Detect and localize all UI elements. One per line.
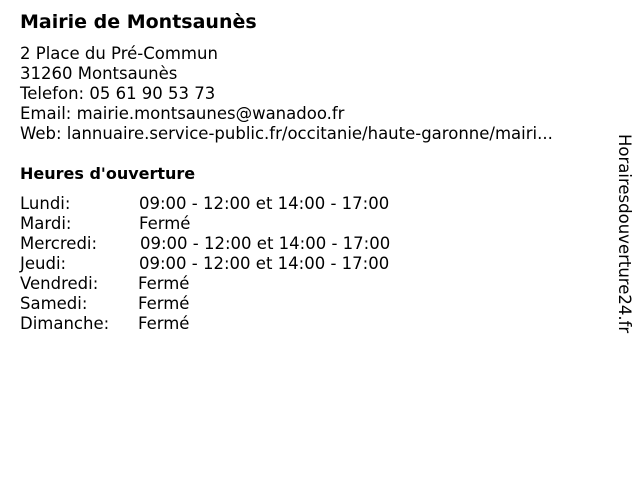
day-hours: 09:00 - 12:00 et 14:00 - 17:00 xyxy=(139,254,390,273)
brand-watermark xyxy=(611,134,637,374)
day-hours: Fermé xyxy=(138,274,190,293)
day-label: Lundi: xyxy=(20,194,71,213)
hours-heading: Heures d'ouverture xyxy=(20,164,196,183)
day-label: Vendredi: xyxy=(20,274,99,293)
day-hours: Fermé xyxy=(138,314,190,333)
day-label: Jeudi: xyxy=(20,254,67,273)
day-hours: Fermé xyxy=(139,214,191,233)
city-postcode: 31260 Montsaunès xyxy=(20,64,178,83)
phone-line: Telefon: 05 61 90 53 73 xyxy=(20,84,216,103)
street-address: 2 Place du Pré-Commun xyxy=(20,44,218,63)
day-label: Samedi: xyxy=(20,294,88,313)
day-label: Mercredi: xyxy=(20,234,98,253)
day-label: Mardi: xyxy=(20,214,72,233)
contact-info xyxy=(20,44,553,144)
day-label: Dimanche: xyxy=(20,314,110,333)
day-hours: Fermé xyxy=(138,294,190,313)
email-line: Email: mairie.montsaunes@wanadoo.fr xyxy=(20,104,345,123)
day-hours: 09:00 - 12:00 et 14:00 - 17:00 xyxy=(139,194,390,213)
page-title: Mairie de Montsaunès xyxy=(20,11,257,33)
brand-text: Horairesdouverture24.fr xyxy=(615,134,634,334)
web-line: Web: lannuaire.service-public.fr/occitanie/haute-garonne/mairi... xyxy=(20,124,553,143)
day-hours: 09:00 - 12:00 et 14:00 - 17:00 xyxy=(140,234,391,253)
